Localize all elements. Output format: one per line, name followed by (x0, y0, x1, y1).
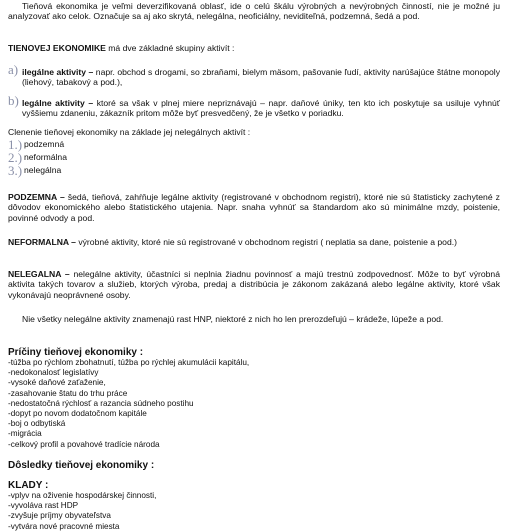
causes-heading (8, 348, 500, 358)
definition-text: šedá, tieňová, zahŕňuje legálne aktivity (registrované v obchodnom registri), ktoré nie sú štatisticky zachytené z dôvodov ekonomického alebo štatistického utajenia. Napr. snaha vyhnúť sa štandardom ako sú minimálne mzdy, poistenie, povinné odvody a pod. (8, 192, 500, 223)
list-item (8, 151, 500, 164)
intro-paragraph: Tieňová ekonomika je veľmi deverzifikovaná oblasť, ide o celú škálu výrobných a nevýrobných činností, nie je možné ju analyzovať ako celok. Označuje sa aj ako skrytá, nelegálna, neoficiálny, neviditeľná, podzemná, šedá a pod. (8, 1, 500, 22)
groups-heading-term: TIENOVEJ EKONOMIKE (8, 43, 106, 53)
list-item: -nedokonalosť legislatívy (8, 368, 99, 378)
list-item-label: neformálna (24, 152, 67, 162)
list-item: -vyvoláva rast HDP (8, 501, 79, 511)
definition-neformalna (8, 237, 500, 247)
list-item: -boj o odbytiská (8, 419, 66, 429)
definition-podzemna (8, 192, 500, 223)
list-marker: 3.) (8, 163, 23, 178)
list-item (8, 164, 500, 177)
definition-term: PODZEMNA – (8, 192, 65, 202)
list-item: -zvyšuje príjmy obyvateľstva (8, 511, 111, 521)
definition-term: NELEGALNA – (8, 269, 70, 279)
list-item-term: ilegálne aktivity – (22, 67, 94, 77)
list-marker: b) (8, 93, 19, 108)
list-marker: a) (8, 62, 19, 77)
list-item-text: napr. obchod s drogami, so zbraňami, bielym mäsom, pašovanie ľudí, aktivity narúšajúce štátne monopoly (liehový, tabakový a pod.), (22, 67, 501, 88)
list-item (8, 93, 500, 119)
groups-heading-rest: má dve základné skupiny aktivít : (105, 43, 235, 53)
division-list (8, 138, 500, 177)
pros-heading-text: KLADY : (8, 480, 49, 491)
activity-groups-list (8, 62, 501, 119)
list-item-text: ktoré sa však v plnej miere nepriznávajú – napr. daňové úniky, ten kto ich poskytuje sa usiluje vyhnúť vyššiemu zdaneniu, zákazník pritom môže byť presvedčený, že je všetko v poriadku. (22, 98, 500, 119)
list-item: -celkový profil a povahové tradície národa (8, 439, 160, 449)
list-item: -zasahovanie štatu do trhu práce (8, 388, 128, 398)
pros-heading (8, 481, 500, 491)
list-item-term: legálne aktivity – (22, 98, 94, 108)
list-item (8, 62, 501, 98)
consequences-heading-text: Dôsledky tieňovej ekonomiky : (8, 460, 155, 471)
list-item: -vytvára nové pracovné miesta (8, 521, 120, 531)
list-item: -vysoké daňové zaťaženie, (8, 378, 106, 388)
list-item: -nedostatočná rýchlosť a razancia súdneho postihu (8, 398, 194, 408)
definition-text: nelegálne aktivity, účastníci si neplnia žiadnu povinnosť a majú trestnú zodpovednosť. Môže to byť výrobná aktivita takých tovarov a služieb, ktorých výroba, predaj a distribúcia je zákonom zakázaná alebo legálne aktivity, ktoré však vykonávajú neoprávnené osoby. (8, 269, 500, 300)
list-item (8, 138, 500, 151)
list-item: -vplyv na oživenie hospodárskej činnosti, (8, 491, 157, 500)
list-item: -migrácia (8, 429, 42, 439)
causes-heading-text: Príčiny tieňovej ekonomiky : (8, 347, 144, 358)
definition-text: výrobné aktivity, ktoré nie sú registrované v obchodnom registri ( neplatia sa dane, poistenie a pod.) (75, 237, 457, 247)
note-paragraph: Nie všetky nelegálne aktivity znamenajú rast HNP, niektoré z nich ho len prerozdeľujú – krádeže, lúpeže a pod. (22, 314, 444, 324)
definition-term: NEFORMALNA – (8, 237, 76, 247)
groups-heading (8, 43, 500, 53)
list-item-label: podzemná (24, 139, 65, 149)
pros-list (8, 491, 500, 532)
definition-nelegalna (8, 269, 500, 300)
division-intro: Clenenie tieňovej ekonomiky na základe jej nelegálnych aktivít : (8, 127, 251, 137)
list-item: -túžba po rýchlom zbohatnutí, túžba po rýchlej akumulácii kapitálu, (8, 358, 250, 367)
list-marker: 2.) (8, 150, 23, 165)
causes-list (8, 358, 500, 450)
list-item: -dopyt po novom dodatočnom kapitále (8, 409, 147, 419)
list-item-label: nelegálna (24, 165, 62, 175)
list-marker: 1.) (8, 137, 23, 152)
consequences-heading (8, 461, 500, 471)
